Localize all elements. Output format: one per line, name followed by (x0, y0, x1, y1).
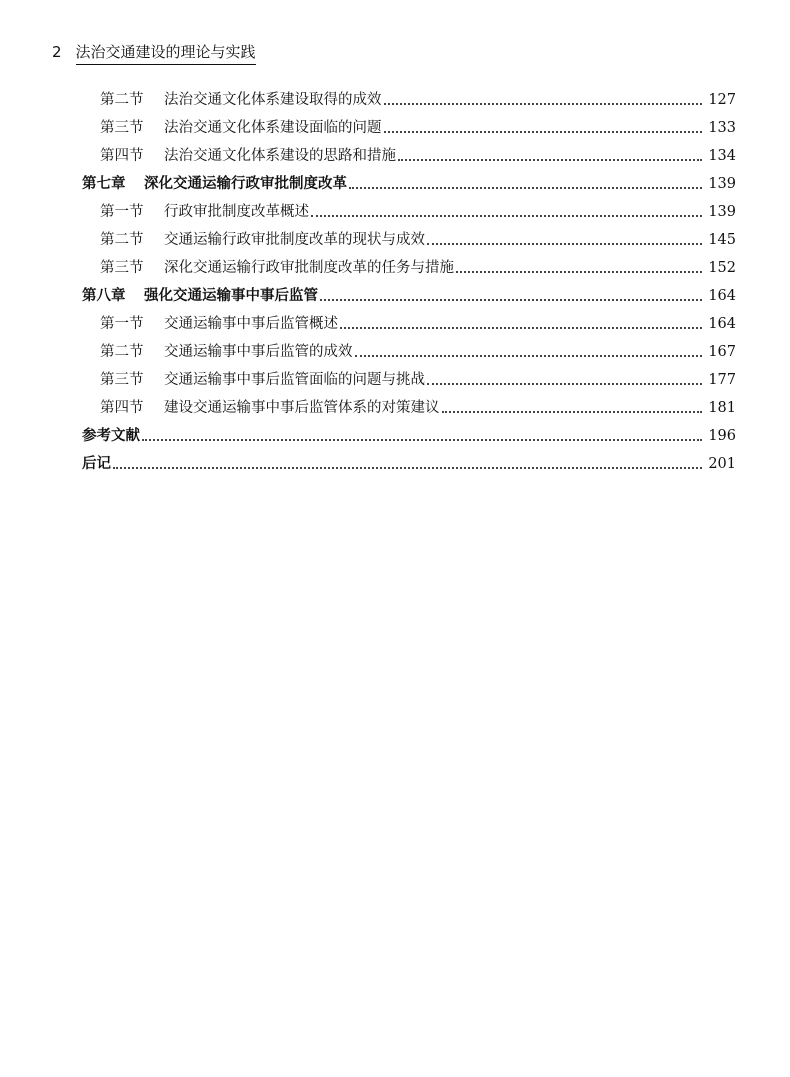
toc-entry-title: 交通运输事中事后监管概述 (164, 316, 338, 332)
book-title: 法治交通建设的理论与实践 (76, 41, 256, 65)
dot-leader (398, 159, 702, 161)
toc-entry-label (100, 114, 382, 142)
toc-section-entry[interactable] (0, 198, 790, 226)
toc-entry-page-number: 164 (708, 316, 736, 332)
toc-entry-number: 第四节 (100, 148, 144, 164)
dot-leader (427, 383, 702, 385)
toc-entry-page-number: 181 (708, 400, 736, 416)
toc-chapter-entry[interactable] (0, 170, 790, 198)
dot-leader (384, 131, 703, 133)
dot-leader (142, 439, 702, 441)
toc-entry-page-number: 201 (708, 456, 736, 472)
dot-leader (427, 243, 702, 245)
dot-leader (456, 271, 702, 273)
toc-entry-label (82, 450, 111, 478)
toc-entry-number: 第一节 (100, 316, 144, 332)
toc-entry-number: 第三节 (100, 260, 144, 276)
toc-entry-label (100, 86, 382, 114)
toc-entry-number: 第七章 (82, 175, 126, 192)
toc-entry-page-number: 164 (708, 288, 736, 304)
toc-section-entry[interactable] (0, 114, 790, 142)
toc-entry-label (82, 282, 318, 310)
toc-entry-number: 第三节 (100, 120, 144, 136)
toc-entry-title: 参考文献 (82, 427, 140, 444)
toc-entry-number: 第二节 (100, 344, 144, 360)
toc-entry-label (100, 338, 353, 366)
toc-section-entry[interactable] (0, 310, 790, 338)
toc-entry-title: 法治交通文化体系建设取得的成效 (164, 92, 382, 108)
toc-entry-page-number: 127 (708, 92, 736, 108)
table-of-contents (0, 86, 790, 478)
toc-entry-title: 行政审批制度改革概述 (164, 204, 309, 220)
dot-leader (340, 327, 702, 329)
dot-leader (349, 187, 702, 189)
toc-entry-label (100, 366, 425, 394)
toc-entry-page-number: 139 (708, 204, 736, 220)
toc-entry[interactable] (0, 450, 790, 478)
toc-section-entry[interactable] (0, 86, 790, 114)
dot-leader (311, 215, 702, 217)
toc-section-entry[interactable] (0, 142, 790, 170)
toc-chapter-entry[interactable] (0, 282, 790, 310)
toc-entry-title: 建设交通运输事中事后监管体系的对策建议 (164, 400, 440, 416)
toc-entry-title: 强化交通运输事中事后监管 (144, 287, 318, 304)
toc-entry-page-number: 133 (708, 120, 736, 136)
dot-leader (355, 355, 703, 357)
toc-entry-page-number: 134 (708, 148, 736, 164)
toc-entry-label (100, 226, 425, 254)
dot-leader (384, 103, 703, 105)
toc-section-entry[interactable] (0, 338, 790, 366)
toc-entry-title: 法治交通文化体系建设面临的问题 (164, 120, 382, 136)
toc-entry-number: 第二节 (100, 232, 144, 248)
toc-entry-page-number: 167 (708, 344, 736, 360)
dot-leader (442, 411, 703, 413)
toc-entry-label (100, 198, 309, 226)
toc-entry-page-number: 177 (708, 372, 736, 388)
toc-entry-page-number: 145 (708, 232, 736, 248)
toc-entry-page-number: 152 (708, 260, 736, 276)
toc-entry-page-number: 196 (708, 428, 736, 444)
toc-entry-number: 第一节 (100, 204, 144, 220)
toc-entry-number: 第三节 (100, 372, 144, 388)
toc-entry-label (100, 254, 454, 282)
running-header (52, 41, 256, 65)
toc-entry-number: 第二节 (100, 92, 144, 108)
toc-entry-title: 交通运输事中事后监管的成效 (164, 344, 353, 360)
toc-section-entry[interactable] (0, 254, 790, 282)
toc-section-entry[interactable] (0, 366, 790, 394)
toc-section-entry[interactable] (0, 394, 790, 422)
dot-leader (113, 467, 702, 469)
toc-section-entry[interactable] (0, 226, 790, 254)
toc-entry-label (100, 310, 338, 338)
toc-entry-label (100, 142, 396, 170)
toc-entry-label (82, 422, 140, 450)
toc-entry-label (100, 394, 440, 422)
toc-entry-title: 交通运输行政审批制度改革的现状与成效 (164, 232, 425, 248)
toc-entry-title: 深化交通运输行政审批制度改革的任务与措施 (164, 260, 454, 276)
toc-entry-label (82, 170, 347, 198)
toc-entry[interactable] (0, 422, 790, 450)
page-number: 2 (52, 43, 62, 61)
toc-entry-number: 第四节 (100, 400, 144, 416)
toc-entry-title: 深化交通运输行政审批制度改革 (144, 175, 347, 192)
toc-entry-title: 交通运输事中事后监管面临的问题与挑战 (164, 372, 425, 388)
dot-leader (320, 299, 702, 301)
toc-entry-title: 后记 (82, 455, 111, 472)
toc-entry-page-number: 139 (708, 176, 736, 192)
toc-entry-number: 第八章 (82, 287, 126, 304)
toc-entry-title: 法治交通文化体系建设的思路和措施 (164, 148, 396, 164)
